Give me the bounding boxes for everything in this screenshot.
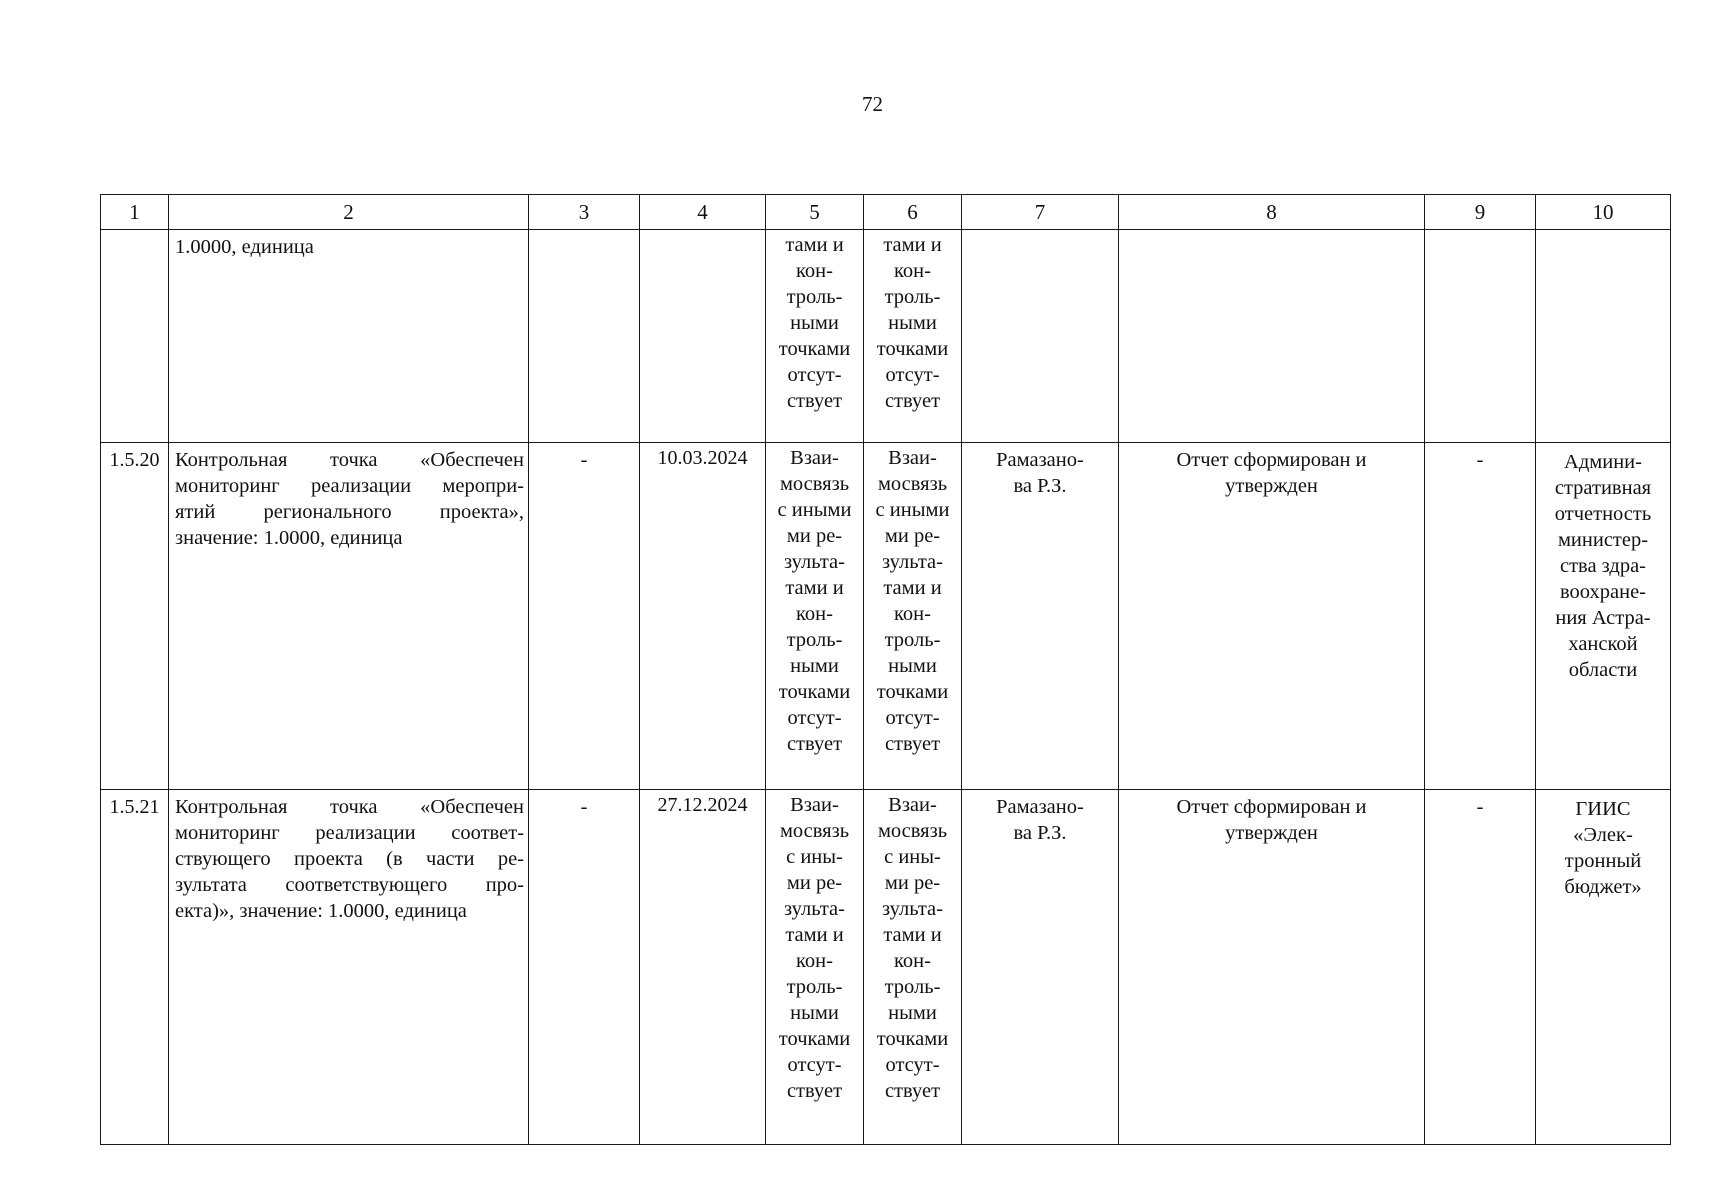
successor-cell-line: отсут-: [885, 364, 940, 386]
successor-cell-line: Взаи-: [888, 794, 937, 816]
predecessor-cell-line: кон-: [796, 260, 833, 282]
description-cell-line: мониторинг реализации меропри-: [175, 475, 524, 497]
responsible-cell-line: Рамазано-: [996, 449, 1084, 471]
successor-cell-line: точками: [876, 681, 949, 703]
description-cell-line: ствующего проекта (в части ре-: [175, 848, 524, 870]
table-row: [101, 230, 1671, 443]
predecessor-cell-line: троль-: [786, 629, 843, 651]
successor-cell-line: тами и: [883, 234, 942, 256]
predecessor-cell-line: точками: [778, 1028, 851, 1050]
predecessor-cell-line: с ины-: [786, 846, 843, 868]
info-system-cell-line: ГИИС: [1575, 798, 1631, 820]
info-system-cell: [1536, 443, 1671, 790]
successor-cell-line: мосвязь: [877, 820, 948, 842]
predecessor-cell-line: ными: [790, 1002, 839, 1024]
column-header: 10: [1536, 195, 1671, 230]
successor-cell-line: Взаи-: [888, 447, 937, 469]
info-system-cell-line: стративная: [1554, 477, 1652, 499]
successor-cell-line: ствует: [884, 390, 941, 412]
predecessor-cell-line: с иными: [777, 499, 852, 521]
result-cell-line: утвержден: [1225, 822, 1318, 844]
responsible-cell-line: Рамазано-: [996, 796, 1084, 818]
description-cell: [169, 443, 529, 790]
successor-cell-line: кон-: [894, 950, 931, 972]
info-system-cell-line: ханской: [1568, 633, 1638, 655]
column-header: 6: [864, 195, 962, 230]
item-number-cell: 1.5.21: [101, 790, 169, 1145]
successor-cell-line: ми ре-: [884, 872, 941, 894]
successor-cell-line: зульта-: [882, 551, 943, 573]
info-system-cell-line: области: [1568, 659, 1638, 681]
date-cell: 27.12.2024: [640, 790, 766, 1145]
predecessor-cell-line: троль-: [786, 286, 843, 308]
successor-cell-line: отсут-: [885, 707, 940, 729]
successor-cell-line: с ины-: [884, 846, 941, 868]
description-cell: [169, 230, 529, 443]
predecessor-cell-line: точками: [778, 681, 851, 703]
predecessor-cell-line: мосвязь: [779, 473, 850, 495]
page-number: 72: [862, 92, 883, 116]
info-system-cell: [1536, 230, 1671, 443]
column-header: 9: [1425, 195, 1536, 230]
result-cell-line: утвержден: [1225, 475, 1318, 497]
date-cell: [640, 230, 766, 443]
successor-cell: [864, 230, 962, 443]
document-table: [100, 194, 1671, 1145]
successor-cell: [864, 790, 962, 1145]
description-cell-line: екта)», значение: 1.0000, единица: [175, 900, 467, 922]
successor-cell-line: точками: [876, 338, 949, 360]
base-value-cell: -: [529, 790, 640, 1145]
successor-cell-line: кон-: [894, 603, 931, 625]
info-system-cell-line: ства здра-: [1559, 555, 1647, 577]
predecessor-cell-line: ми ре-: [786, 872, 843, 894]
info-system-cell-line: ния Астра-: [1555, 607, 1651, 629]
successor-cell-line: ствует: [884, 733, 941, 755]
column-header: 7: [962, 195, 1119, 230]
successor-cell-line: зульта-: [882, 898, 943, 920]
responsible-cell-line: ва Р.З.: [1013, 822, 1067, 844]
date-cell: 10.03.2024: [640, 443, 766, 790]
predecessor-cell-line: точками: [778, 338, 851, 360]
responsible-cell: [962, 790, 1119, 1145]
predecessor-cell-line: ными: [790, 655, 839, 677]
successor-cell-line: тами и: [883, 924, 942, 946]
description-cell-line: Контрольная точка «Обеспечен: [175, 796, 524, 818]
item-number-cell: 1.5.20: [101, 443, 169, 790]
column-header: 1: [101, 195, 169, 230]
base-value-cell: [529, 230, 640, 443]
predecessor-cell-line: ми ре-: [786, 525, 843, 547]
successor-cell-line: ствует: [884, 1080, 941, 1102]
successor-cell-line: с иными: [875, 499, 950, 521]
responsible-cell: [962, 230, 1119, 443]
table-header-row: [101, 195, 1671, 230]
info-system-cell-line: тронный: [1564, 850, 1642, 872]
table-row: [101, 443, 1671, 790]
result-cell-line: Отчет сформирован и: [1176, 796, 1367, 818]
predecessor-cell: [766, 230, 864, 443]
result-cell: [1119, 443, 1425, 790]
predecessor-cell-line: Взаи-: [790, 447, 839, 469]
predecessor-cell-line: ствует: [786, 390, 843, 412]
column-header: 3: [529, 195, 640, 230]
description-cell-line: значение: 1.0000, единица: [175, 527, 403, 549]
result-cell: [1119, 230, 1425, 443]
successor-cell-line: троль-: [884, 629, 941, 651]
info-system-cell-line: бюджет»: [1564, 876, 1642, 898]
successor-cell-line: ными: [888, 655, 937, 677]
predecessor-cell-line: отсут-: [787, 364, 842, 386]
responsible-cell: [962, 443, 1119, 790]
result-cell: [1119, 790, 1425, 1145]
successor-cell-line: отсут-: [885, 1054, 940, 1076]
successor-cell-line: ными: [888, 312, 937, 334]
result-cell-line: Отчет сформирован и: [1176, 449, 1367, 471]
predecessor-cell-line: зульта-: [784, 551, 845, 573]
successor-cell-line: тами и: [883, 577, 942, 599]
predecessor-cell-line: кон-: [796, 950, 833, 972]
successor-cell-line: троль-: [884, 976, 941, 998]
predecessor-cell-line: кон-: [796, 603, 833, 625]
predecessor-cell-line: тами и: [785, 924, 844, 946]
info-system-cell-line: Админи-: [1564, 451, 1642, 473]
successor-cell: [864, 443, 962, 790]
level-cell: -: [1425, 790, 1536, 1145]
successor-cell-line: ми ре-: [884, 525, 941, 547]
info-system-cell-line: отчетность: [1554, 503, 1652, 525]
level-cell: -: [1425, 443, 1536, 790]
description-cell-line: ятий регионального проекта»,: [175, 501, 524, 523]
info-system-cell-line: «Элек-: [1573, 824, 1633, 846]
info-system-cell-line: воохране-: [1559, 581, 1647, 603]
predecessor-cell-line: зульта-: [784, 898, 845, 920]
successor-cell-line: мосвязь: [877, 473, 948, 495]
predecessor-cell: [766, 443, 864, 790]
item-number-cell: [101, 230, 169, 443]
successor-cell-line: точками: [876, 1028, 949, 1050]
level-cell: [1425, 230, 1536, 443]
predecessor-cell-line: отсут-: [787, 707, 842, 729]
base-value-cell: -: [529, 443, 640, 790]
column-header: 8: [1119, 195, 1425, 230]
successor-cell-line: кон-: [894, 260, 931, 282]
description-cell-line: 1.0000, единица: [175, 236, 314, 258]
description-cell-line: зультата соответствующего про-: [175, 874, 524, 896]
predecessor-cell-line: мосвязь: [779, 820, 850, 842]
predecessor-cell-line: ствует: [786, 1080, 843, 1102]
predecessor-cell-line: отсут-: [787, 1054, 842, 1076]
info-system-cell-line: министер-: [1557, 529, 1649, 551]
column-header: 4: [640, 195, 766, 230]
successor-cell-line: ными: [888, 1002, 937, 1024]
column-header: 5: [766, 195, 864, 230]
responsible-cell-line: ва Р.З.: [1013, 475, 1067, 497]
column-header: 2: [169, 195, 529, 230]
description-cell-line: мониторинг реализации соответ-: [175, 822, 524, 844]
predecessor-cell-line: ными: [790, 312, 839, 334]
predecessor-cell-line: ствует: [786, 733, 843, 755]
description-cell-line: Контрольная точка «Обеспечен: [175, 449, 524, 471]
table-row: [101, 790, 1671, 1145]
info-system-cell: [1536, 790, 1671, 1145]
successor-cell-line: троль-: [884, 286, 941, 308]
predecessor-cell: [766, 790, 864, 1145]
description-cell: [169, 790, 529, 1145]
predecessor-cell-line: тами и: [785, 577, 844, 599]
predecessor-cell-line: троль-: [786, 976, 843, 998]
predecessor-cell-line: тами и: [785, 234, 844, 256]
predecessor-cell-line: Взаи-: [790, 794, 839, 816]
